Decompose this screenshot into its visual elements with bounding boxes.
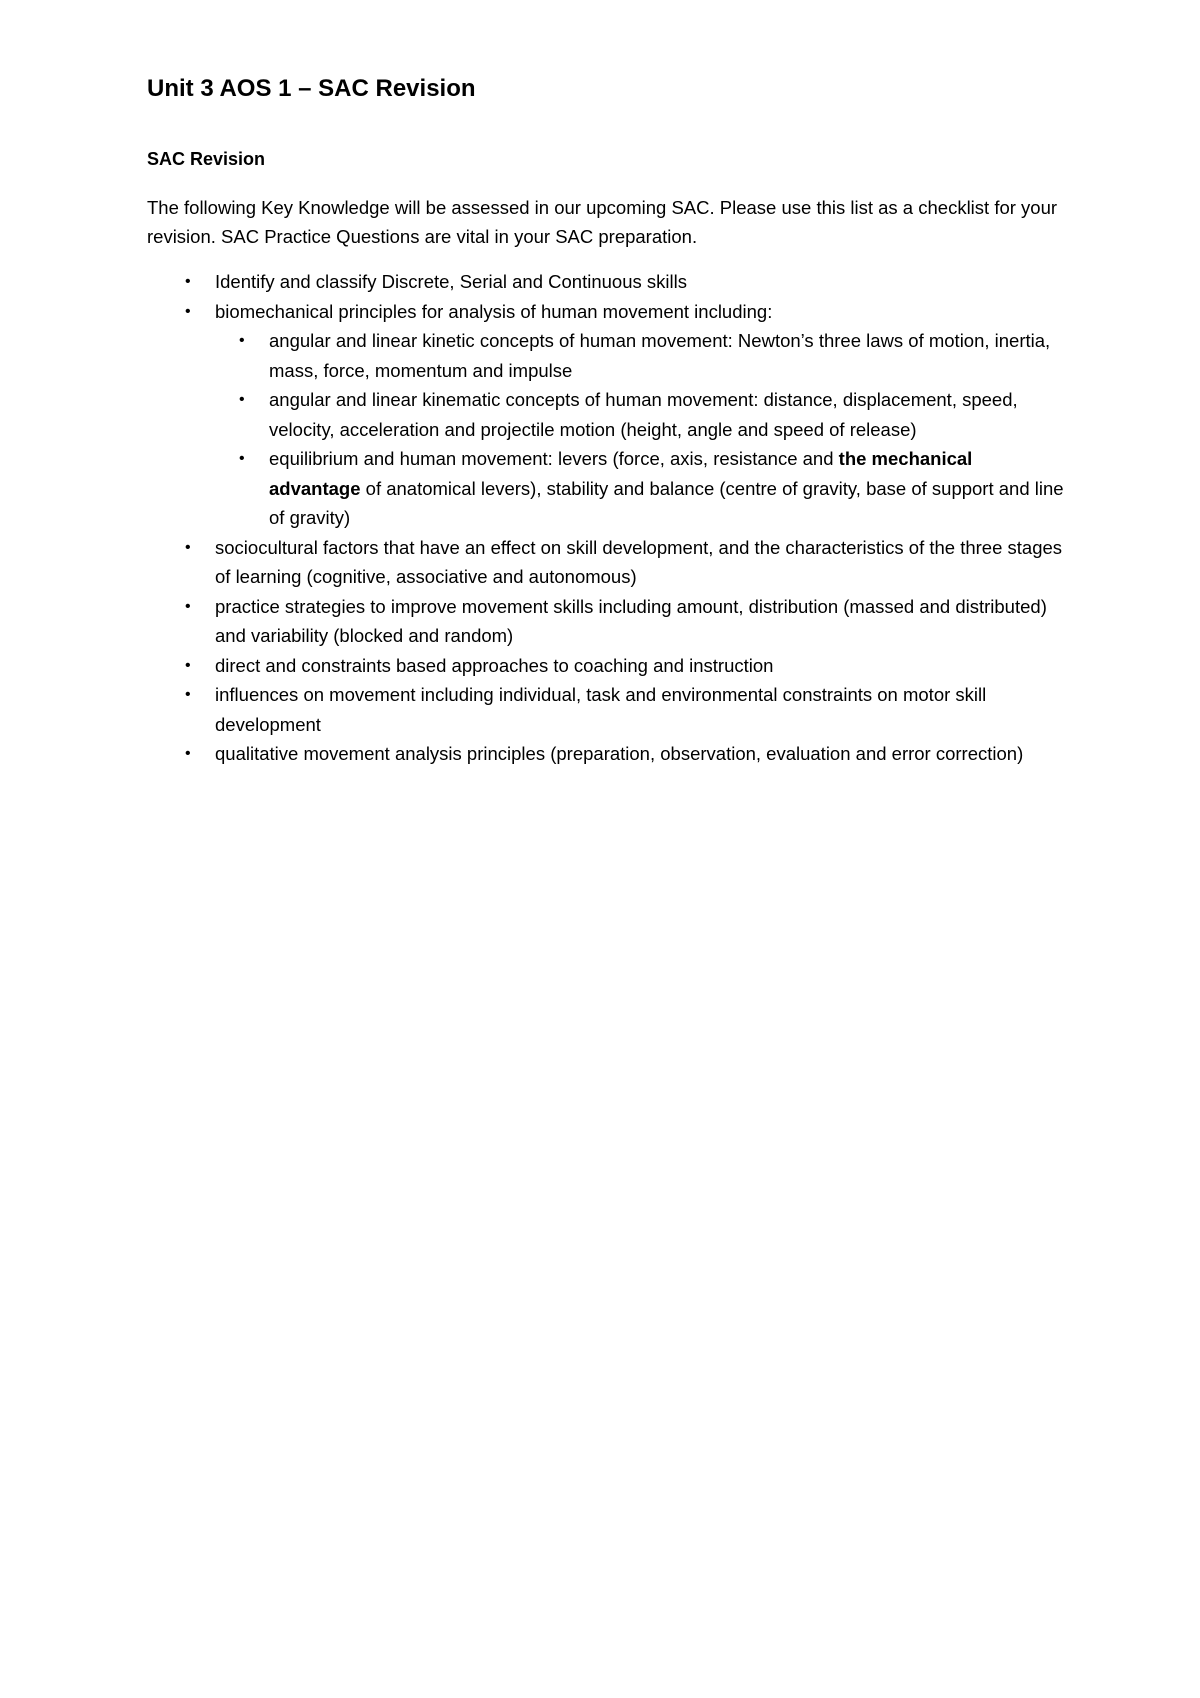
list-item-text-after: of anatomical levers), stability and balance (centre of gravity, base of support and line of gravity) bbox=[269, 477, 1064, 528]
list-item-text: direct and constraints based approaches to coaching and instruction bbox=[215, 654, 774, 676]
list-item bbox=[147, 592, 1067, 651]
bullet-icon: • bbox=[185, 538, 191, 556]
bullet-icon: • bbox=[185, 597, 191, 615]
sub-list-item bbox=[147, 385, 1067, 444]
list-item-text: influences on movement including individual, task and environmental constraints on motor skill development bbox=[215, 684, 987, 735]
bullet-icon: • bbox=[185, 273, 191, 290]
sub-list-item bbox=[147, 326, 1067, 385]
list-item bbox=[147, 297, 1067, 533]
list-item bbox=[147, 739, 1067, 769]
list-item-text-before: equilibrium and human movement: levers (force, axis, resistance and bbox=[269, 448, 839, 469]
bullet-icon: • bbox=[185, 745, 191, 762]
sub-list-item bbox=[147, 444, 1067, 533]
list-item-text: sociocultural factors that have an effect on skill development, and the characteristics of the three stages of learning (cognitive, associative and autonomous) bbox=[215, 536, 1063, 587]
page-title: Unit 3 AOS 1 – SAC Revision bbox=[147, 75, 476, 102]
bullet-icon: • bbox=[239, 332, 245, 349]
list-item bbox=[147, 267, 1067, 297]
list-item-text: biomechanical principles for analysis of human movement including: bbox=[215, 300, 773, 322]
list-item-text: practice strategies to improve movement skills including amount, distribution (massed and distributed) and variability (blocked and random) bbox=[215, 595, 1047, 646]
bullet-icon: • bbox=[185, 686, 191, 703]
list-item bbox=[147, 533, 1067, 592]
bullet-icon: • bbox=[239, 391, 245, 408]
list-item-text: Identify and classify Discrete, Serial and Continuous skills bbox=[215, 271, 687, 292]
list-item-text: angular and linear kinetic concepts of human movement: Newton’s three laws of motion, inertia, mass, force, momentum and impulse bbox=[269, 330, 1051, 381]
list-item-text: qualitative movement analysis principles (preparation, observation, evaluation and error correction) bbox=[215, 743, 1024, 764]
bullet-icon: • bbox=[185, 656, 191, 674]
list-item-bold-text: the mechanical advantage bbox=[269, 448, 973, 499]
key-knowledge-list bbox=[147, 267, 1067, 769]
list-item bbox=[147, 680, 1067, 739]
list-item-text: angular and linear kinematic concepts of human movement: distance, displacement, speed, velocity, acceleration and projectile motion (height, angle and speed of release) bbox=[269, 389, 1018, 440]
intro-paragraph: The following Key Knowledge will be assessed in our upcoming SAC. Please use this list as a checklist for your revision. SAC Practice Questions are vital in your SAC preparation. bbox=[147, 197, 1058, 247]
section-heading: SAC Revision bbox=[147, 149, 266, 169]
bullet-icon: • bbox=[239, 450, 245, 467]
bullet-icon: • bbox=[185, 302, 191, 320]
sub-list bbox=[147, 326, 1067, 533]
list-item bbox=[147, 651, 1067, 681]
